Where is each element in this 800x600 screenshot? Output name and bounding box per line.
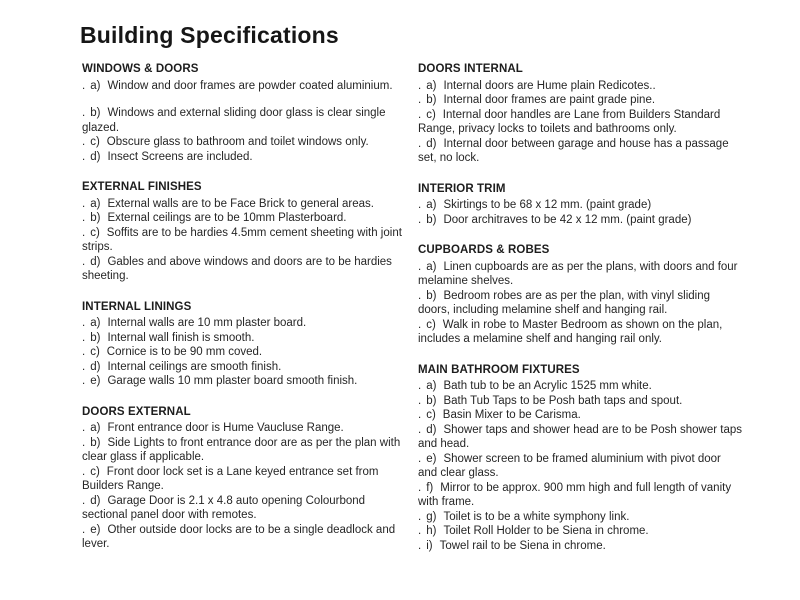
item-label: c) xyxy=(90,136,100,148)
item-label: d) xyxy=(90,360,101,373)
spec-item xyxy=(82,226,408,255)
item-label: d) xyxy=(90,494,101,507)
section-heading: INTERIOR TRIM xyxy=(418,182,506,195)
spec-item xyxy=(418,318,742,347)
item-bullet: . xyxy=(82,226,86,239)
item-label: b) xyxy=(426,394,437,407)
item-text: Windows and external sliding door glass is clear single glazed. xyxy=(82,107,386,134)
item-bullet: . xyxy=(418,318,422,331)
item-label: e) xyxy=(90,375,101,387)
item-bullet: . xyxy=(418,199,422,211)
item-label: e) xyxy=(90,523,101,536)
item-text: Gables and above windows and doors are to be hardies sheeting. xyxy=(82,255,392,282)
item-text: Bedroom robes are as per the plan, with vinyl sliding doors, including melamine shelf and hanging rail. xyxy=(418,289,710,316)
item-text: Soffits are to be hardies 4.5mm cement sheeting with joint strips. xyxy=(82,226,402,253)
item-text: Skirtings to be 68 x 12 mm. (paint grade) xyxy=(443,199,652,211)
spec-item xyxy=(418,213,742,228)
item-bullet: . xyxy=(82,317,86,329)
item-label: c) xyxy=(426,409,436,421)
item-bullet: . xyxy=(82,465,86,478)
item-label: d) xyxy=(90,150,101,163)
item-label: b) xyxy=(90,107,101,119)
item-bullet: . xyxy=(82,523,86,536)
spec-item xyxy=(82,316,408,331)
item-label: h) xyxy=(426,525,437,537)
spec-section xyxy=(418,182,742,228)
item-text: Obscure glass to bathroom and toilet windows only. xyxy=(106,136,369,148)
spec-item xyxy=(418,408,742,423)
spec-item xyxy=(418,452,742,481)
item-text: Internal ceilings are smooth finish. xyxy=(107,360,282,373)
item-label: b) xyxy=(426,94,437,106)
spec-item xyxy=(418,481,742,510)
item-text: Shower screen to be framed aluminium with pivot door and clear glass. xyxy=(418,452,721,479)
item-label: c) xyxy=(90,346,100,358)
spec-item xyxy=(418,539,742,554)
spec-item xyxy=(418,108,742,137)
spec-item xyxy=(82,106,408,135)
item-text: Bath tub to be an Acrylic 1525 mm white. xyxy=(443,380,652,392)
spec-section xyxy=(418,243,742,347)
item-label: b) xyxy=(90,331,101,344)
spec-item xyxy=(418,289,742,318)
item-text: Shower taps and shower head are to be Posh shower taps and head. xyxy=(418,423,742,450)
item-bullet: . xyxy=(82,422,86,434)
section-heading: MAIN BATHROOM FIXTURES xyxy=(418,363,580,376)
item-text: Internal doors are Hume plain Redicotes.. xyxy=(443,79,656,92)
item-text: Garage Door is 2.1 x 4.8 auto opening Colourbond sectional panel door with remotes. xyxy=(82,494,366,521)
item-text: Front entrance door is Hume Vaucluse Range. xyxy=(107,422,344,434)
spec-item xyxy=(418,510,742,525)
spec-section xyxy=(82,62,408,164)
section-heading: DOORS EXTERNAL xyxy=(82,405,191,418)
spec-item xyxy=(418,79,742,94)
item-text: Front door lock set is a Lane keyed entrance set from Builders Range. xyxy=(82,465,379,492)
item-text: External walls are to be Face Brick to general areas. xyxy=(107,197,374,210)
item-text: Towel rail to be Siena in chrome. xyxy=(439,539,606,552)
item-text: Toilet is to be a white symphony link. xyxy=(443,510,630,523)
item-bullet: . xyxy=(82,150,86,163)
item-bullet: . xyxy=(82,107,86,119)
item-text: Mirror to be approx. 900 mm high and full length of vanity with frame. xyxy=(418,481,732,508)
item-bullet: . xyxy=(418,539,422,552)
spec-item xyxy=(418,260,742,289)
item-label: a) xyxy=(90,79,101,92)
item-text: Window and door frames are powder coated aluminium. xyxy=(107,79,393,92)
item-label: a) xyxy=(426,260,437,273)
item-text: Internal wall finish is smooth. xyxy=(107,331,255,344)
spec-item xyxy=(82,150,408,165)
item-label: c) xyxy=(90,226,100,239)
spec-item xyxy=(82,374,408,389)
spec-section xyxy=(82,405,408,552)
item-bullet: . xyxy=(82,346,86,358)
item-bullet: . xyxy=(82,375,86,387)
spec-item xyxy=(82,436,408,465)
item-text: Garage walls 10 mm plaster board smooth finish. xyxy=(107,375,358,387)
item-label: b) xyxy=(426,289,437,302)
item-text: Internal door frames are paint grade pine. xyxy=(443,94,656,106)
item-label: a) xyxy=(426,199,437,211)
item-bullet: . xyxy=(418,380,422,392)
item-bullet: . xyxy=(418,394,422,407)
spec-item xyxy=(82,135,408,150)
item-bullet: . xyxy=(418,79,422,92)
spec-item xyxy=(82,523,408,552)
spec-section xyxy=(82,180,408,284)
spec-item xyxy=(82,494,408,523)
spec-item xyxy=(418,379,742,394)
item-text: External ceilings are to be 10mm Plasterboard. xyxy=(107,212,347,224)
item-text: Door architraves to be 42 x 12 mm. (paint grade) xyxy=(443,213,692,226)
item-bullet: . xyxy=(418,510,422,523)
item-text: Toilet Roll Holder to be Siena in chrome. xyxy=(443,525,649,537)
item-label: g) xyxy=(426,510,437,523)
item-text: Basin Mixer to be Carisma. xyxy=(442,409,581,421)
spec-item xyxy=(82,331,408,346)
item-bullet: . xyxy=(418,94,422,106)
item-bullet: . xyxy=(418,289,422,302)
item-bullet: . xyxy=(418,108,422,121)
item-label: b) xyxy=(90,436,101,449)
item-bullet: . xyxy=(418,423,422,436)
spec-item xyxy=(418,137,742,166)
item-text: Cornice is to be 90 mm coved. xyxy=(106,346,263,358)
column-right xyxy=(418,62,742,553)
item-text: Walk in robe to Master Bedroom as shown on the plan, includes a melamine shelf and hanging rail only. xyxy=(418,318,723,345)
section-heading: CUPBOARDS & ROBES xyxy=(418,244,550,256)
item-text: Other outside door locks are to be a single deadlock and lever. xyxy=(82,523,396,550)
column-left xyxy=(82,62,408,553)
item-bullet: . xyxy=(82,79,86,92)
section-heading: EXTERNAL FINISHES xyxy=(82,181,202,193)
item-bullet: . xyxy=(418,481,422,494)
item-label: d) xyxy=(90,255,101,268)
spec-item xyxy=(82,79,408,94)
item-bullet: . xyxy=(82,136,86,148)
item-label: a) xyxy=(426,79,437,92)
item-text: Linen cupboards are as per the plans, with doors and four melamine shelves. xyxy=(418,260,738,287)
spec-item xyxy=(82,211,408,226)
item-label: c) xyxy=(90,465,100,478)
item-bullet: . xyxy=(418,137,422,150)
spec-item xyxy=(418,524,742,539)
item-bullet: . xyxy=(82,436,86,449)
spec-section xyxy=(418,62,742,166)
item-label: c) xyxy=(426,108,436,121)
item-bullet: . xyxy=(82,494,86,507)
spec-item xyxy=(82,255,408,284)
item-bullet: . xyxy=(418,213,422,226)
spec-section xyxy=(82,300,408,389)
item-label: a) xyxy=(90,317,101,329)
item-label: d) xyxy=(426,423,437,436)
item-text: Insect Screens are included. xyxy=(107,150,253,163)
item-text: Side Lights to front entrance door are as per the plan with clear glass if applicable. xyxy=(82,436,401,463)
spec-item xyxy=(418,93,742,108)
item-bullet: . xyxy=(418,409,422,421)
columns-container xyxy=(82,62,742,553)
item-bullet: . xyxy=(418,452,422,465)
item-bullet: . xyxy=(82,255,86,268)
section-heading: DOORS INTERNAL xyxy=(418,63,523,75)
item-text: Internal walls are 10 mm plaster board. xyxy=(107,317,307,329)
spec-item xyxy=(82,345,408,360)
item-label: e) xyxy=(426,452,437,465)
spec-section xyxy=(418,363,742,554)
item-label: b) xyxy=(426,213,437,226)
item-label: f) xyxy=(426,481,434,494)
item-label: a) xyxy=(90,197,101,210)
spec-item xyxy=(418,198,742,213)
item-bullet: . xyxy=(82,360,86,373)
item-label: d) xyxy=(426,137,437,150)
item-text: Bath Tub Taps to be Posh bath taps and spout. xyxy=(443,394,683,407)
item-bullet: . xyxy=(82,212,86,224)
item-label: i) xyxy=(426,539,433,552)
item-label: a) xyxy=(426,380,437,392)
item-label: c) xyxy=(426,318,436,331)
spec-item xyxy=(82,421,408,436)
item-bullet: . xyxy=(418,260,422,273)
item-bullet: . xyxy=(82,197,86,210)
item-bullet: . xyxy=(418,525,422,537)
spec-item xyxy=(418,394,742,409)
item-bullet: . xyxy=(82,331,86,344)
page-title: Building Specifications xyxy=(80,22,339,48)
section-heading: WINDOWS & DOORS xyxy=(82,63,199,75)
spec-item xyxy=(82,360,408,375)
item-label: a) xyxy=(90,422,101,434)
section-heading: INTERNAL LININGS xyxy=(82,300,192,313)
spec-item xyxy=(82,465,408,494)
item-text: Internal door handles are Lane from Builders Standard Range, privacy locks to toilets and bathrooms only. xyxy=(418,108,721,135)
spec-item xyxy=(418,423,742,452)
item-text: Internal door between garage and house has a passage set, no lock. xyxy=(418,137,729,164)
item-label: b) xyxy=(90,212,101,224)
spec-item xyxy=(82,197,408,212)
